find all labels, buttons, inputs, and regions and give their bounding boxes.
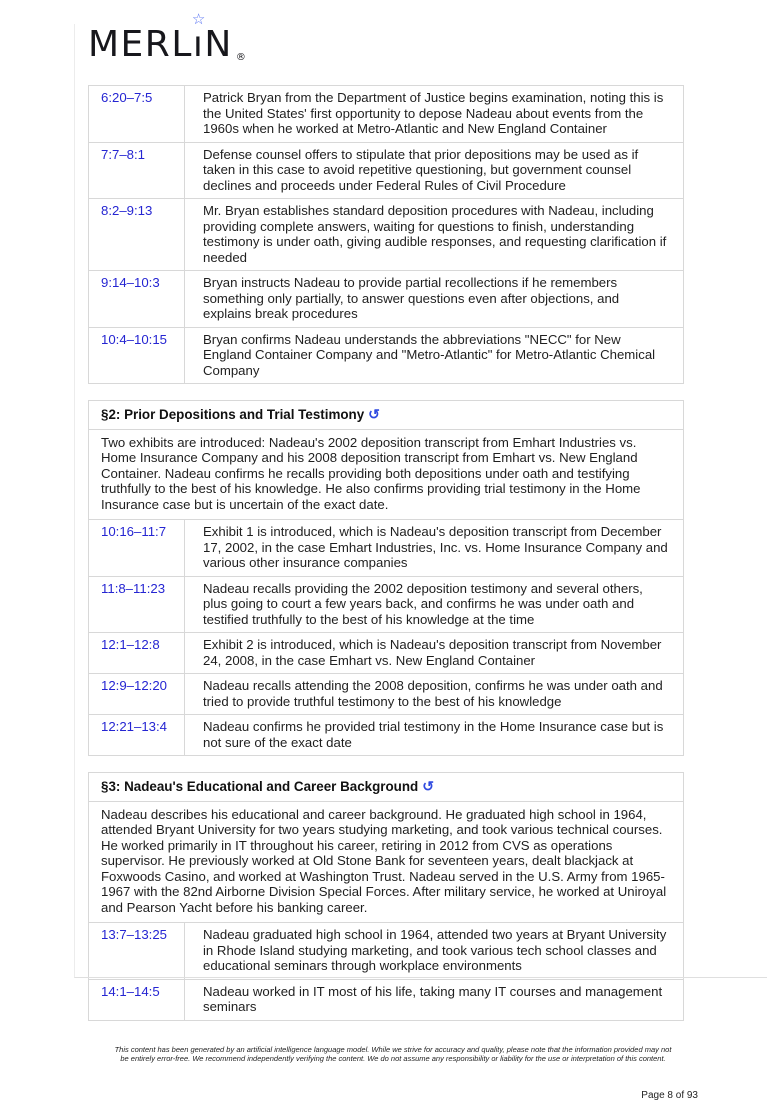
logo-part2: N: [204, 24, 232, 65]
row-description: Patrick Bryan from the Department of Justice begins examination, noting this is the United States' first opportunity to depose Nadeau about events from the 1960s when he worked at Metro-Atlantic and New England Container: [185, 86, 683, 142]
logo-part1: MERL: [88, 24, 193, 65]
table-row: [89, 577, 683, 634]
section-summary: Nadeau describes his educational and career background. He graduated high school in 1964, attended Bryant University for two years studying marketing, and took various technical courses. He worked primarily in IT throughout his career, retiring in 2012 from CVS as operations supervisor. He previously worked at Old Stone Bank for seventeen years, dealt blackjack at Foxwoods Casino, and worked at Washington Trust. Nadeau served in the U.S. Army from 1965-1967 with the 82nd Airborne Division Special Forces. After military service, he worked at Uniroyal and Pearson Yacht before his banking career.: [89, 802, 683, 924]
table-row: [89, 520, 683, 577]
row-description: Mr. Bryan establishes standard deposition procedures with Nadeau, including providing complete answers, waiting for questions to finish, understanding testimony is under oath, giving audible responses, and requesting clarification if needed: [185, 199, 683, 270]
registered-trademark-icon: ®: [236, 52, 246, 63]
row-description: Defense counsel offers to stipulate that prior depositions may be used as if taken in this case to avoid repetitive questioning, but government counsel declines and proceeds under Federal Rules of Civil Procedure: [185, 143, 683, 199]
deposition-summary-content: [88, 85, 684, 1021]
table-row: [89, 715, 683, 755]
timestamp-link[interactable]: 13:7–13:25: [89, 923, 185, 979]
timestamp-link[interactable]: 14:1–14:5: [89, 980, 185, 1020]
logo-dotless-i: ı: [193, 24, 205, 65]
row-description: Nadeau worked in IT most of his life, taking many IT courses and management seminars: [185, 980, 683, 1020]
row-description: Nadeau recalls attending the 2008 deposition, confirms he was under oath and tried to provide truthful testimony to the best of his knowledge: [185, 674, 683, 714]
section-title: [89, 773, 683, 802]
row-description: Bryan instructs Nadeau to provide partial recollections if he remembers something only partially, to answer questions even after objections, and explains break procedures: [185, 271, 683, 327]
timeline-table-continued: [88, 85, 684, 384]
ai-disclaimer-line-2: be entirely error-free. We recommend independently verifying the content. We do not assume any responsibility or liability for the use or interpretation of this content.: [88, 1054, 698, 1064]
table-row: [89, 328, 683, 384]
row-description: Bryan confirms Nadeau understands the abbreviations "NECC" for New England Container Company and "Metro-Atlantic" for Metro-Atlantic Chemical Company: [185, 328, 683, 384]
timestamp-link[interactable]: 7:7–8:1: [89, 143, 185, 199]
section-summary: Two exhibits are introduced: Nadeau's 2002 deposition transcript from Emhart Industries vs. Home Insurance Company and his 2008 deposition transcript from Emhart vs. New England Container. Nadeau confirms he recalls providing both depositions under oath and testifying truthfully to the best of his knowledge. He also confirms providing trial testimony in the Home Insurance case but is uncertain of the exact date.: [89, 430, 683, 521]
merlin-logo: [88, 24, 773, 68]
section-title-text: §2: Prior Depositions and Trial Testimony: [101, 407, 364, 422]
timestamp-link[interactable]: 10:16–11:7: [89, 520, 185, 576]
row-description: Exhibit 2 is introduced, which is Nadeau's deposition transcript from November 24, 2008, in the case Emhart vs. New England Container: [185, 633, 683, 673]
table-row: [89, 923, 683, 980]
timestamp-link[interactable]: 12:21–13:4: [89, 715, 185, 755]
page-number: Page 8 of 93: [88, 1090, 698, 1101]
section-anchor-link-icon[interactable]: ↺: [368, 406, 380, 422]
timestamp-link[interactable]: 9:14–10:3: [89, 271, 185, 327]
timestamp-link[interactable]: 10:4–10:15: [89, 328, 185, 384]
logo-star-icon: ☆: [192, 12, 205, 27]
table-row: [89, 674, 683, 715]
section-2-prior-depositions: [88, 400, 684, 756]
table-row: [89, 633, 683, 674]
merlin-logo-text: [88, 24, 246, 65]
row-description: Nadeau graduated high school in 1964, attended two years at Bryant University in Rhode Island studying marketing, and took various tech school classes and educational seminars through workplace environments: [185, 923, 683, 979]
timestamp-link[interactable]: 12:1–12:8: [89, 633, 185, 673]
row-description: Nadeau recalls providing the 2002 deposition testimony and several others, plus going to court a few years back, and confirms he was under oath and testified truthfully to the best of his knowledge at the time: [185, 577, 683, 633]
section-anchor-link-icon[interactable]: ↺: [422, 778, 434, 794]
table-row: [89, 199, 683, 271]
table-row: [89, 271, 683, 328]
ai-disclaimer-line-1: This content has been generated by an artificial intelligence language model. While we strive for accuracy and quality, please note that the information provided may not: [88, 1045, 698, 1055]
section-title: [89, 401, 683, 430]
timestamp-link[interactable]: 12:9–12:20: [89, 674, 185, 714]
section-3-education-career: [88, 772, 684, 1021]
table-row: [89, 86, 683, 143]
section-title-text: §3: Nadeau's Educational and Career Background: [101, 779, 418, 794]
table-row: [89, 143, 683, 200]
logo-letter-i: [193, 24, 205, 66]
timestamp-link[interactable]: 6:20–7:5: [89, 86, 185, 142]
row-description: Exhibit 1 is introduced, which is Nadeau's deposition transcript from December 17, 2002, in the case Emhart Industries, Inc. vs. Home Insurance Company and various other insurance companies: [185, 520, 683, 576]
timestamp-link[interactable]: 11:8–11:23: [89, 577, 185, 633]
row-description: Nadeau confirms he provided trial testimony in the Home Insurance case but is not sure of the exact date: [185, 715, 683, 755]
timestamp-link[interactable]: 8:2–9:13: [89, 199, 185, 270]
page-footer: [88, 1045, 698, 1101]
